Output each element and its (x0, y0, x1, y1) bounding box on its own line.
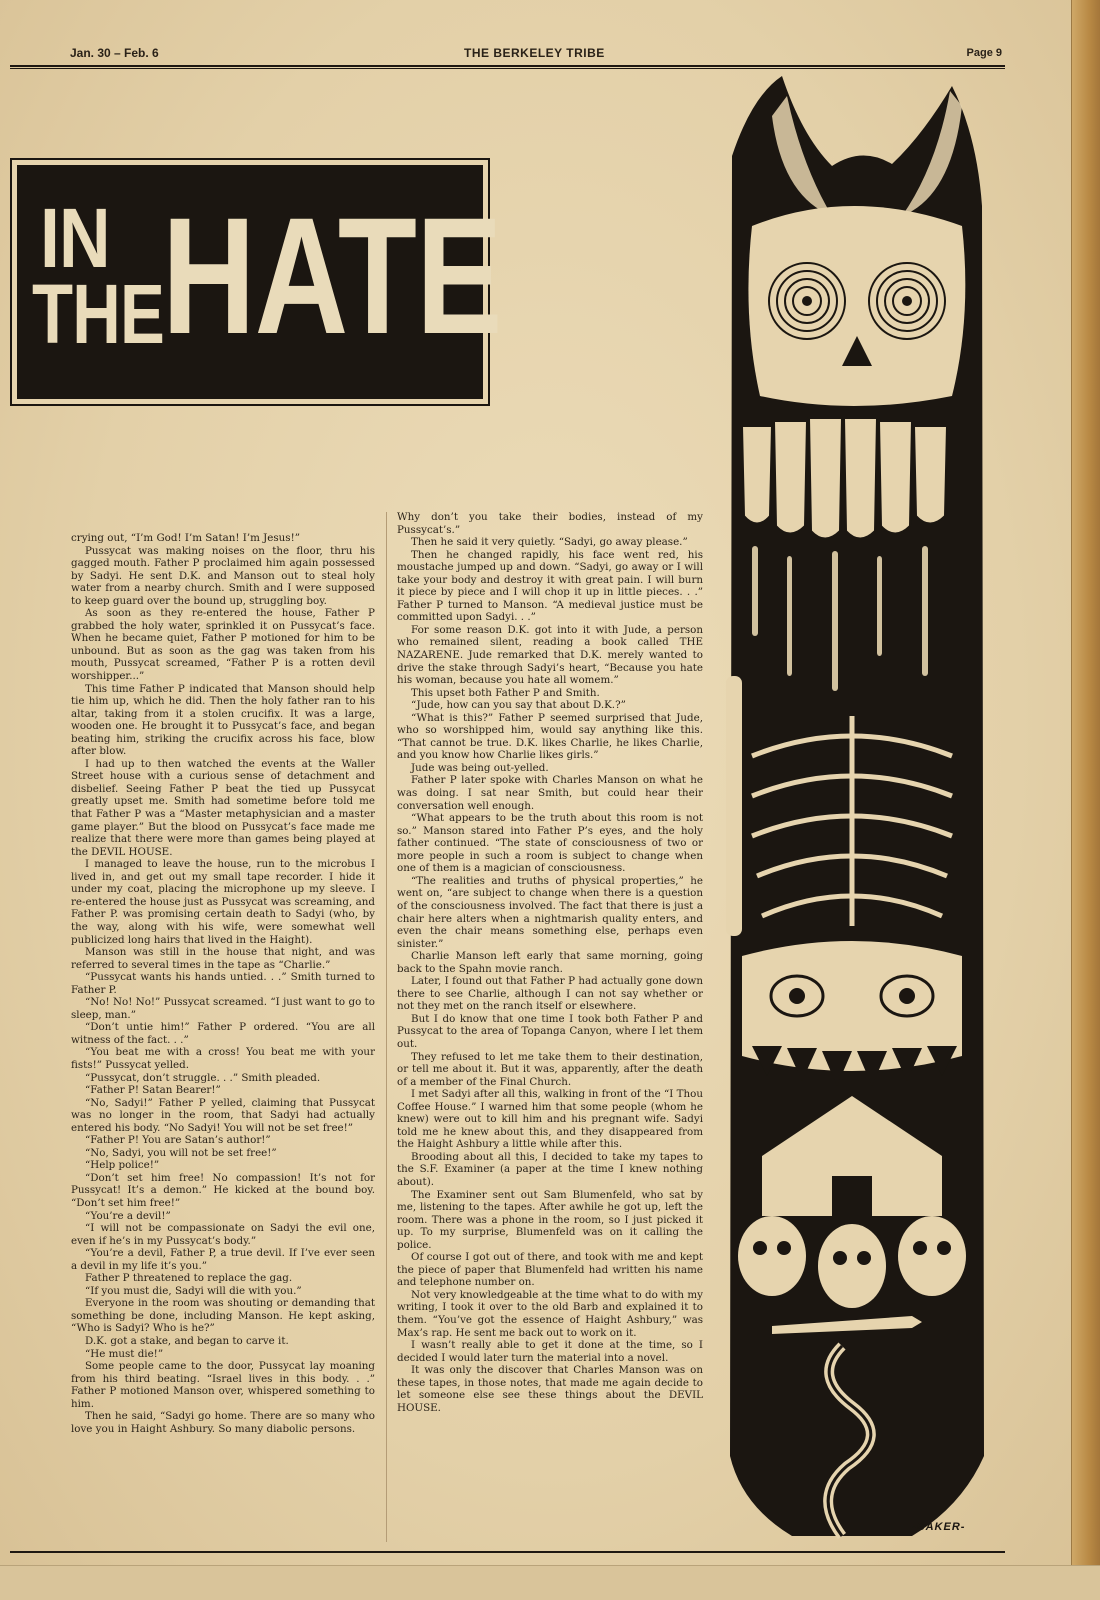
page-edge (1071, 0, 1100, 1600)
article-paragraph: D.K. got a stake, and began to carve it. (85, 1335, 289, 1347)
headline-in: IN (40, 191, 110, 285)
article-paragraph: Manson was still in the house that night, and was referred to several times in the tape as “Charlie.” (71, 946, 375, 971)
article-paragraph: “Jude, how can you say that about D.K.?” (411, 699, 626, 712)
article-paragraph: Not very knowledgeable at the time what to do with my writing, I took it over to the old Barb and explained it to them. “You’ve got the essence of Haight Ashbury,” was Max’s rap. He sent me back out to work on it. (397, 1288, 703, 1339)
article-paragraph: “He must die!” (85, 1347, 164, 1360)
article-paragraph: “The realities and truths of physical properties,” he went on, “are subject to change when there is a question of the consciousness involved. The fact that there is just a chair here alters when a nightmarish quality enters, and even the chair means something else, perhaps even sinister.” (397, 874, 703, 950)
article-paragraph: For some reason D.K. got into it with Jude, a person who remained silent, reading a book called THE NAZARENE. Jude remarked that D.K. merely wanted to drive the stake through Sadyi’s heart, “Because you hate his woman, because you hate all womem.” (397, 623, 703, 687)
article-paragraph: “Don’t untie him!” Father P ordered. “You are all witness of the fact. . .” (71, 1021, 375, 1046)
article-paragraph: Then he changed rapidly, his face went red, his moustache jumped up and down. “Sadyi, go away or I will take your body and destroy it with great pain. I will burn it piece by piece and I will chop it up in little pieces. . .” Father P turned to Manson. “A medieval justice must be committed upon Sadyi. . .” (397, 548, 703, 624)
article-paragraph: “If you must die, Sadyi will die with you.” (85, 1284, 302, 1297)
article-paragraph: As soon as they re-entered the house, Father P grabbed the holy water, sprinkled it on Pussycat’s face. When he became quiet, Father P motioned for him to be unbound. But as soon as the gag was taken from his mouth, Pussycat screamed, “Father P is a rotten devil worshipper...” (71, 607, 375, 683)
article-paragraph: Later, I found out that Father P had actually gone down there to see Charlie, although I can not say whether or not they met on the ranch itself or elsewhere. (397, 975, 703, 1013)
article-paragraph: “No! No! No!” Pussycat screamed. “I just want to go to sleep, man.” (71, 996, 375, 1021)
article-paragraph: Jude was being out-yelled. (411, 761, 549, 774)
headline-the: THE (32, 267, 164, 361)
article-paragraph: “Help police!” (85, 1159, 160, 1172)
article-paragraph: Brooding about all this, I decided to take my tapes to the S.F. Examiner (a paper at the time I knew nothing about). (397, 1150, 703, 1188)
article-paragraph: “Father P! Satan Bearer!” (85, 1084, 221, 1097)
page-header (14, 44, 1004, 64)
article-paragraph: “No, Sadyi!” Father P yelled, claiming that Pussycat was no longer in the room, that Sadyi had actually entered his body. “No Sadyi! You will not be set free!” (71, 1096, 375, 1134)
article-paragraph: Why don’t you take their bodies, instead of my Pussycat’s.” (397, 511, 703, 536)
article-paragraph: “What appears to be the truth about this room is not so.” Manson stared into Father P’s eyes, and the holy father continued. “The state of consciousness of two or more people in such a room is subject to change when one of them is a magician of consciousness. (397, 812, 703, 875)
article-paragraph: I met Sadyi after all this, walking in front of the “I Thou Coffee House.” I warned him that some people (whom he knew) were out to kill him and his pregnant wife. Sadyi told me he knew about this, and they disappeared from the Haight Ashbury a little while after this. (397, 1088, 703, 1151)
article-paragraph: I managed to leave the house, run to the microbus I lived in, and get out my small tape recorder. I hide it under my coat, placing the microphone up my sleeve. I re-entered the house just as Pussycat was screaming, and Father P. was promising certain death to Sadyi (who, by the way, along with his wife, were somewhat well publicized long hairs that lived in the Haight). (71, 858, 375, 946)
article-paragraph: It was only the discover that Charles Manson was on these tapes, in those notes, that made me again decide to let someone else see these things about the DEVIL HOUSE. (397, 1364, 703, 1414)
article-paragraph: “Don’t set him free! No compassion! It’s not for Pussycat! It’s a demon.” He kicked at the bound boy. “Don’t set him free!” (71, 1171, 375, 1209)
article-paragraph: Father P threatened to replace the gag. (85, 1272, 293, 1285)
article-paragraph: Then he said it very quietly. “Sadyi, go away please.” (411, 536, 688, 549)
article-paragraph: “Pussycat wants his hands untied. . .” Smith turned to Father P. (71, 971, 375, 996)
article-paragraph: I wasn’t really able to get it done at the time, so I decided I would later turn the material into a novel. (397, 1339, 703, 1364)
header-rule-thin (10, 68, 1005, 69)
footer-rule (10, 1551, 1005, 1553)
headline-hate: HATE (162, 184, 502, 369)
article-paragraph: “What is this?” Father P seemed surprised that Jude, who so worshipped him, would say anything like this. “That cannot be true. D.K. likes Charlie, he likes Charlie, and you know how Charlie likes girls.” (397, 711, 703, 762)
article-paragraph: Of course I got out of there, and took with me and kept the piece of paper that Blumenfeld had written his name and telephone number on. (397, 1251, 703, 1289)
article-paragraph: This time Father P indicated that Manson should help tie him up, which he did. Then the holy father ran to his altar, taking from it a stolen crucifix. It was a large, wooden one. He brought it to Pussycat’s face, and began beating him, striking the crucifix across his face, blow after blow. (71, 682, 375, 758)
article-paragraph: Everyone in the room was shouting or demanding that something be done, including Manson. He kept asking, “Who is Sadyi? Who is he?” (71, 1297, 375, 1335)
article-paragraph: But I do know that one time I took both Father P and Pussycat to the area of Topanga Canyon, where I let them out. (397, 1012, 703, 1050)
header-rule (10, 65, 1005, 67)
headline-box (10, 158, 502, 406)
article-paragraph: Charlie Manson left early that same morning, going back to the Spahn movie ranch. (397, 950, 703, 975)
artist-signature: -BAKER- (912, 1521, 966, 1533)
article-paragraph: crying out, “I’m God! I’m Satan! I’m Jesus!” (71, 532, 300, 544)
article-column-2 (397, 511, 703, 1546)
article-paragraph: They refused to let me take them to their destination, or tell me about it. But it was, apparently, after the death of a member of the Final Church. (397, 1050, 703, 1088)
skull-totem-illustration (712, 76, 995, 1546)
article-paragraph: “No, Sadyi, you will not be set free!” (85, 1146, 277, 1159)
article-paragraph: “Father P! You are Satan’s author!” (85, 1134, 271, 1147)
article-paragraph: “You’re a devil!” (85, 1209, 171, 1222)
article-paragraph: “You’re a devil, Father P, a true devil. If I’ve ever seen a devil in my life it’s you.” (71, 1247, 375, 1272)
article-paragraph: Some people came to the door, Pussycat lay moaning from his third beating. “Israel lives in this body. . .” Father P motioned Manson over, whispered something to him. (71, 1360, 375, 1410)
article-paragraph: “I will not be compassionate on Sadyi the evil one, even if he’s in my Pussycat’s body.” (71, 1222, 375, 1247)
article-paragraph: I had up to then watched the events at the Waller Street house with a curious sense of detachment and disbelief. Seeing Father P beat the tied up Pussycat greatly upset me. Smith had sometime before told me that Father P was a “Master metaphysician and a master game player.” But the blood on Pussycat’s face made me realize that there were more than games being played at the DEVIL HOUSE. (71, 757, 375, 858)
publication-name: THE BERKELEY TRIBE (464, 46, 605, 60)
issue-date: Jan. 30 – Feb. 6 (70, 46, 159, 60)
article-paragraph: Then he said, “Sadyi go home. There are so many who love you in Haight Ashbury. So many diabolic persons. (71, 1410, 375, 1435)
article-column-1 (71, 532, 375, 1542)
article-paragraph: Pussycat was making noises on the floor, thru his gagged mouth. Father P proclaimed him again possessed by Sadyi. He sent D.K. and Manson out to steal holy water from a nearby church. Smith and I were supposed to keep guard over the bound up, struggling boy. (71, 544, 375, 607)
page-number: Page 9 (966, 47, 1002, 59)
article-paragraph: “Pussycat, don’t struggle. . .” Smith pleaded. (85, 1071, 321, 1084)
column-divider (386, 512, 387, 1542)
article-paragraph: “You beat me with a cross! You beat me with your fists!” Pussycat yelled. (71, 1046, 375, 1071)
article-paragraph: Father P later spoke with Charles Manson on what he was doing. I sat near Smith, but could hear their conversation well enough. (397, 774, 703, 812)
page-bottom-edge (0, 1565, 1100, 1600)
article-paragraph: This upset both Father P and Smith. (411, 686, 600, 699)
article-paragraph: The Examiner sent out Sam Blumenfeld, who sat by me, listening to the tapes. After awhile he got up, left the room. There was a phone in the room, so I just picked it up. To my surprise, Blumenfeld was on it calling the police. (397, 1188, 703, 1251)
